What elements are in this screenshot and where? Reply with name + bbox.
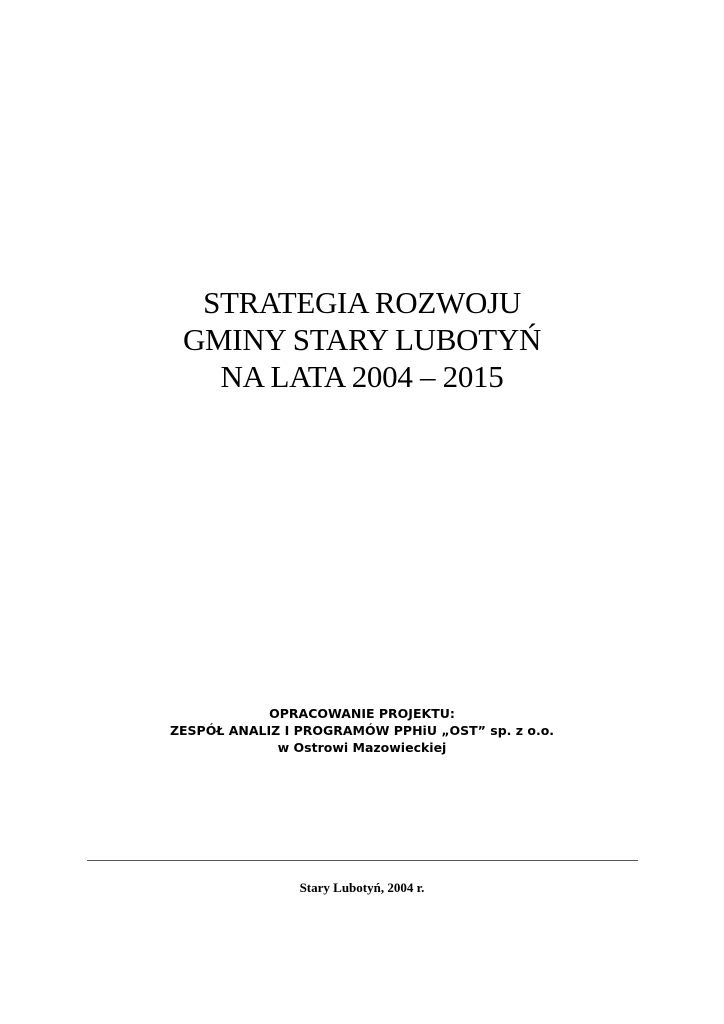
- footer-divider: [87, 860, 638, 861]
- prepared-by-block: [0, 705, 724, 756]
- prepared-by-heading: OPRACOWANIE PROJEKTU:: [269, 706, 455, 721]
- title-line-2: GMINY STARY LUBOTYŃ: [182, 322, 542, 357]
- footer-place-date: Stary Lubotyń, 2004 r.: [299, 880, 425, 895]
- title-line-1: STRATEGIA ROZWOJU: [203, 285, 521, 320]
- title-line-3: NA LATA 2004 – 2015: [220, 359, 504, 394]
- prepared-by-location: w Ostrowi Mazowieckiej: [277, 740, 447, 755]
- prepared-by-organization: ZESPÓŁ ANALIZ I PROGRAMÓW PPHiU „OST” sp. z o.o.: [169, 723, 555, 738]
- document-title: [0, 284, 724, 395]
